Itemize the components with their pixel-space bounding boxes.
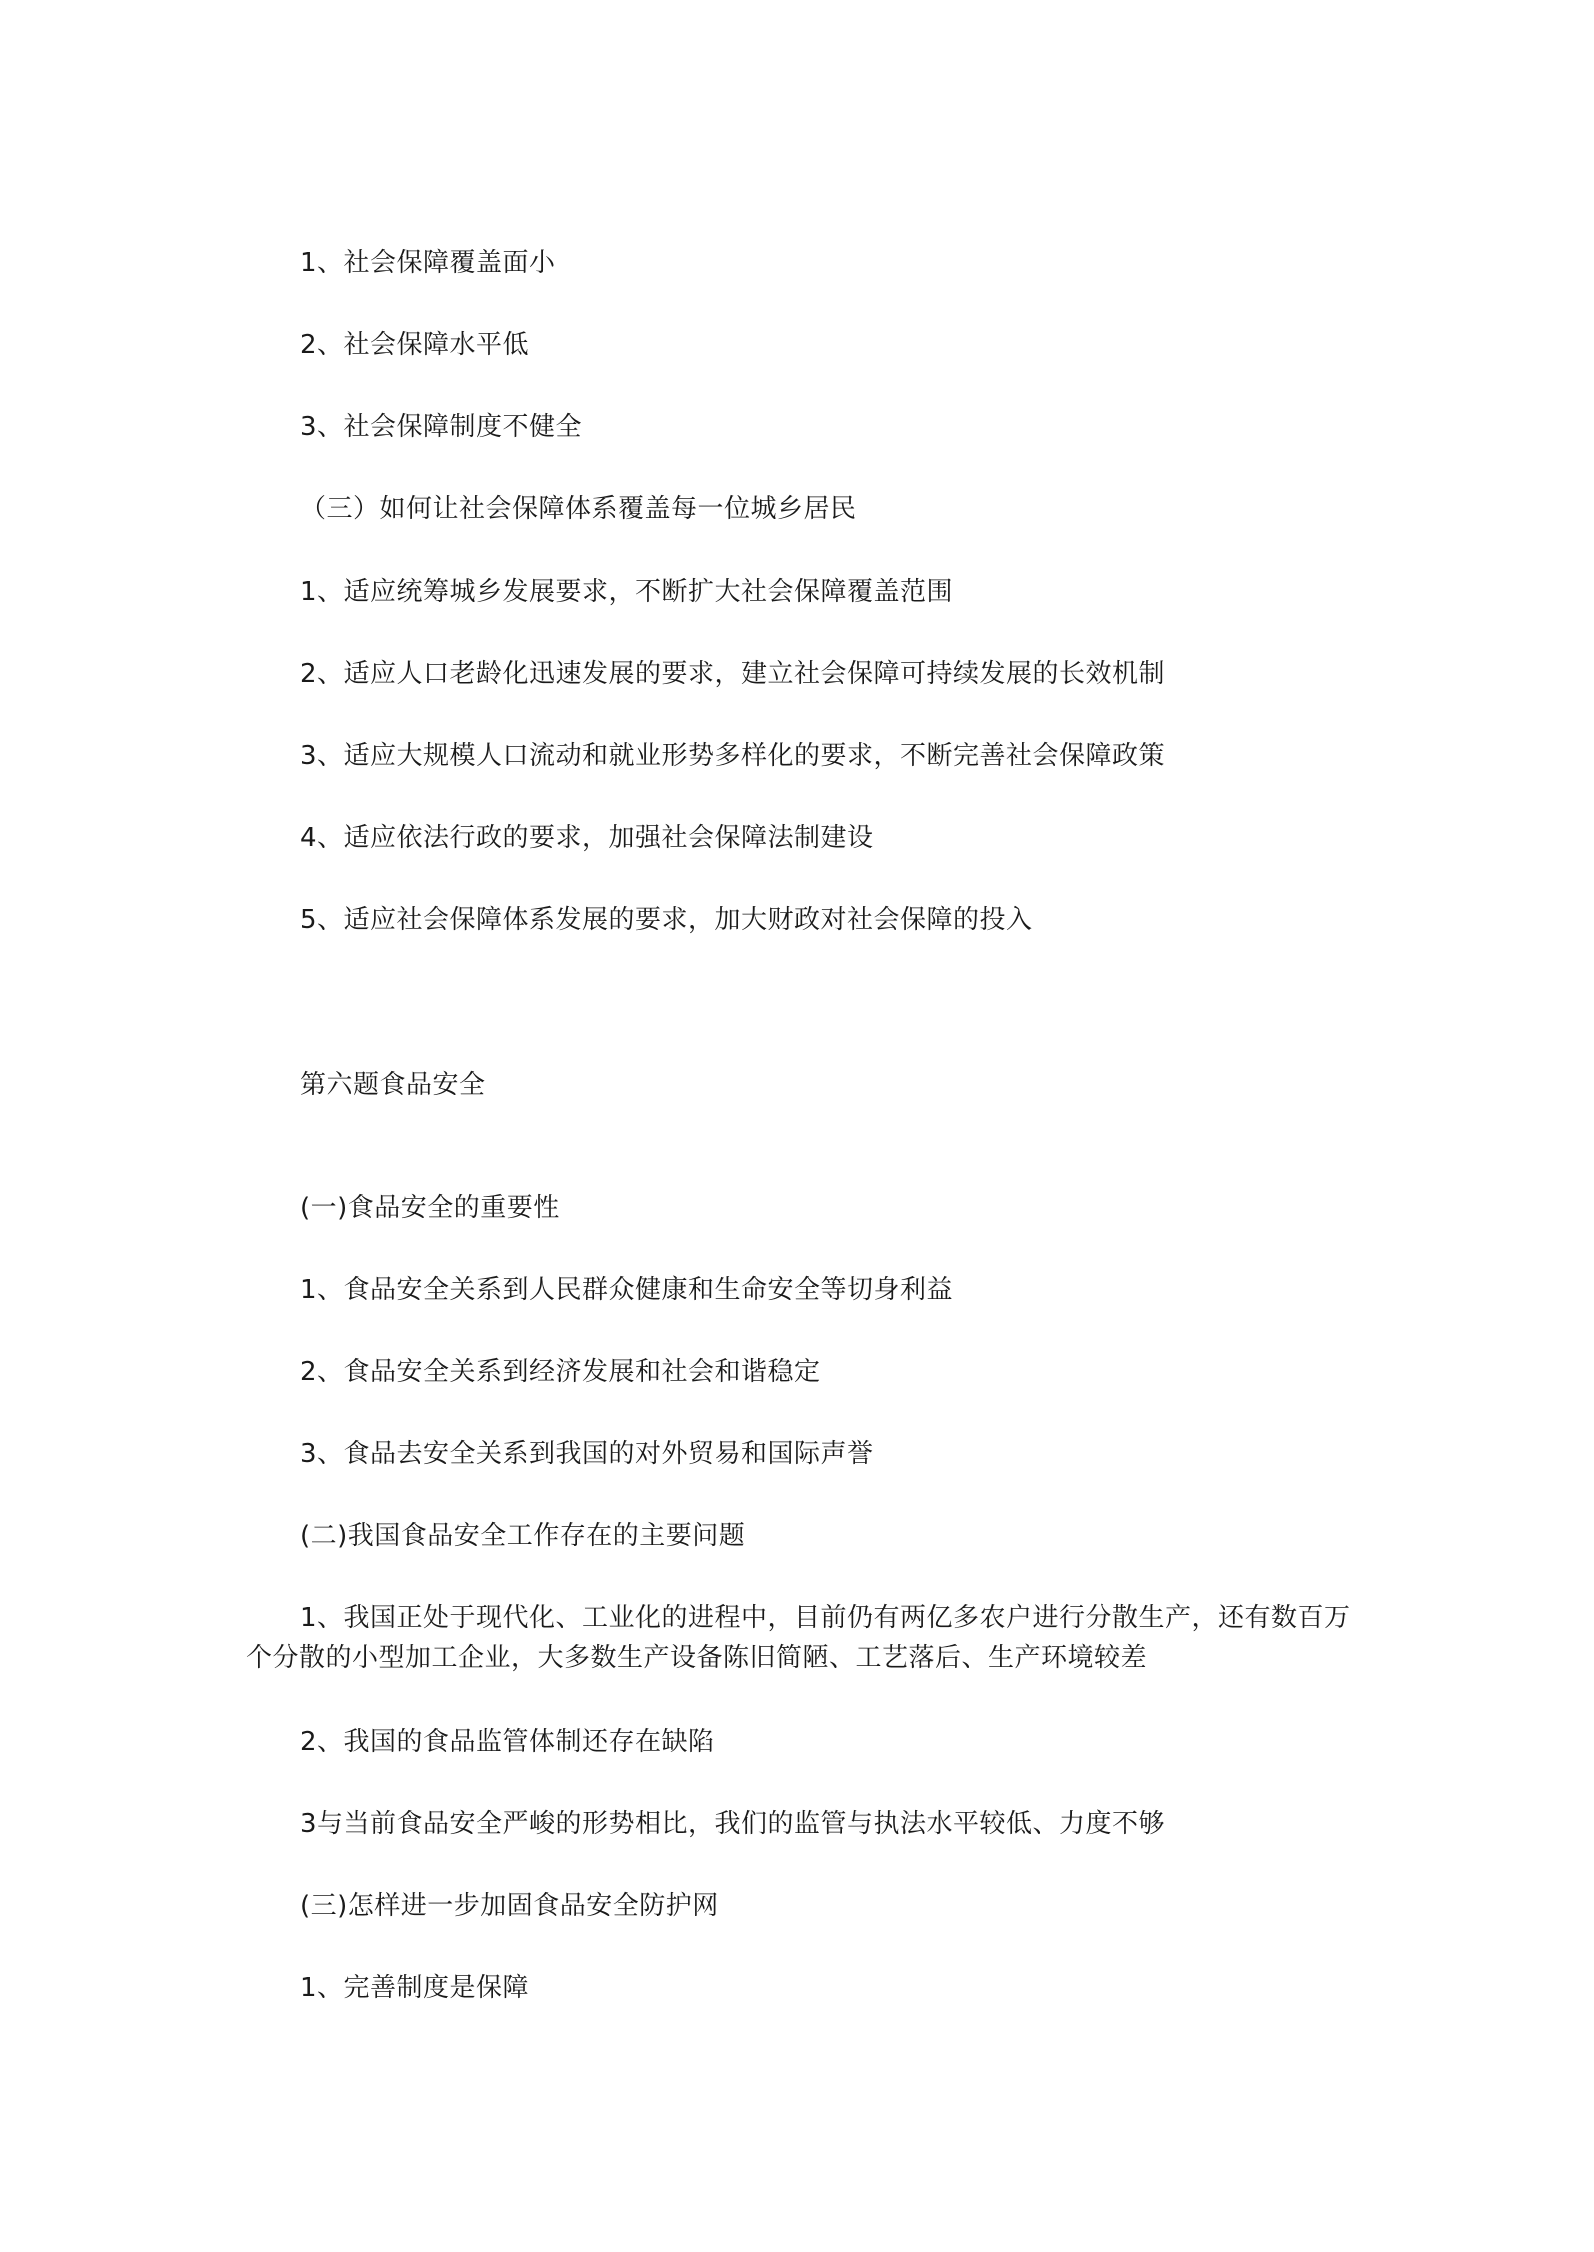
chapter-title: 第六题食品安全 — [300, 1070, 486, 1100]
text-line: 4、适应依法行政的要求，加强社会保障法制建设 — [300, 823, 874, 853]
text-line: 1、食品安全关系到人民群众健康和生命安全等切身利益 — [300, 1275, 954, 1305]
section-heading: (一)食品安全的重要性 — [300, 1193, 560, 1223]
text-line: 1、完善制度是保障 — [300, 1973, 530, 2003]
text-line: 1、社会保障覆盖面小 — [300, 248, 556, 278]
text-line: 5、适应社会保障体系发展的要求，加大财政对社会保障的投入 — [300, 905, 1033, 935]
text-line: 2、适应人口老龄化迅速发展的要求，建立社会保障可持续发展的长效机制 — [300, 659, 1166, 689]
text-line: 2、食品安全关系到经济发展和社会和谐稳定 — [300, 1357, 821, 1387]
text-line: 3与当前食品安全严峻的形势相比，我们的监管与执法水平较低、力度不够 — [300, 1809, 1166, 1839]
text-line: 1、适应统筹城乡发展要求，不断扩大社会保障覆盖范围 — [300, 577, 954, 607]
text-line: 3、食品去安全关系到我国的对外贸易和国际声誉 — [300, 1439, 874, 1469]
section-heading: (二)我国食品安全工作存在的主要问题 — [300, 1521, 746, 1551]
text-line: 2、社会保障水平低 — [300, 330, 530, 360]
text-line: 3、社会保障制度不健全 — [300, 412, 583, 442]
paragraph: 1、我国正处于现代化、工业化的进程中，目前仍有两亿多农户进行分散生产，还有数百万个分散的小型加工企业，大多数生产设备陈旧简陋、工艺落后、生产环境较差 — [246, 1603, 1351, 1673]
section-heading: （三）如何让社会保障体系覆盖每一位城乡居民 — [300, 494, 857, 524]
text-line: 3、适应大规模人口流动和就业形势多样化的要求，不断完善社会保障政策 — [300, 741, 1166, 771]
text-line: 2、我国的食品监管体制还存在缺陷 — [300, 1727, 715, 1757]
section-heading: (三)怎样进一步加固食品安全防护网 — [300, 1891, 719, 1921]
